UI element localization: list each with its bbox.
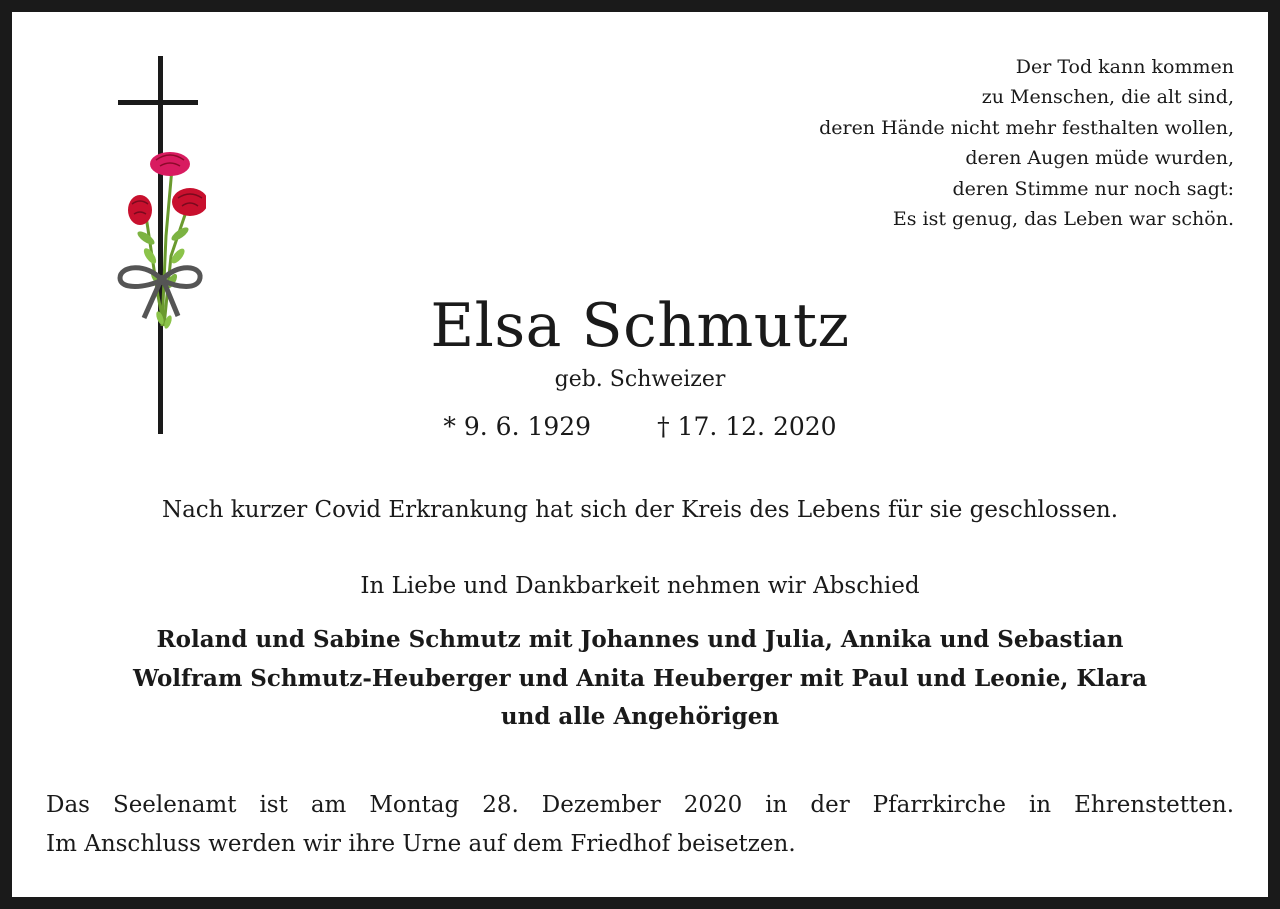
mourner-line: Wolfram Schmutz-Heuberger und Anita Heuberger mit Paul und Leonie, Klara [133,664,1147,692]
poem-line: Der Tod kann kommen [1015,56,1234,78]
mourners-list [12,621,1268,737]
poem [819,52,1234,234]
mourner-line: Roland und Sabine Schmutz mit Johannes und Julia, Annika und Sebastian [156,626,1124,653]
deceased-name: Elsa Schmutz [430,291,850,361]
poem-line: deren Augen müde wurden, [965,147,1234,170]
maiden-name: geb. Schweizer [554,367,726,392]
service-line: Das Seelenamt ist am Montag 28. Dezember 2020 in der Pfarrkirche in Ehrenstetten. [46,792,1234,818]
service-line: Im Anschluss werden wir ihre Urne auf dem Friedhof beisetzen. [46,830,796,857]
service-info [46,786,1234,863]
poem-line: Es ist genug, das Leben war schön. [892,208,1234,231]
life-dates [12,410,1268,444]
poem-line: zu Menschen, die alt sind, [981,86,1234,109]
death-date: † 17. 12. 2020 [657,412,837,441]
message-text: Nach kurzer Covid Erkrankung hat sich der Kreis des Lebens für sie geschlossen. [161,497,1119,523]
poem-line: deren Hände nicht mehr festhalten wollen, [819,116,1234,139]
farewell-text: In Liebe und Dankbarkeit nehmen wir Abschied [360,573,920,599]
poem-line: deren Stimme nur noch sagt: [952,177,1234,200]
mourner-line: und alle Angehörigen [500,703,780,730]
birth-date: * 9. 6. 1929 [443,412,592,441]
obituary-card [12,12,1268,897]
